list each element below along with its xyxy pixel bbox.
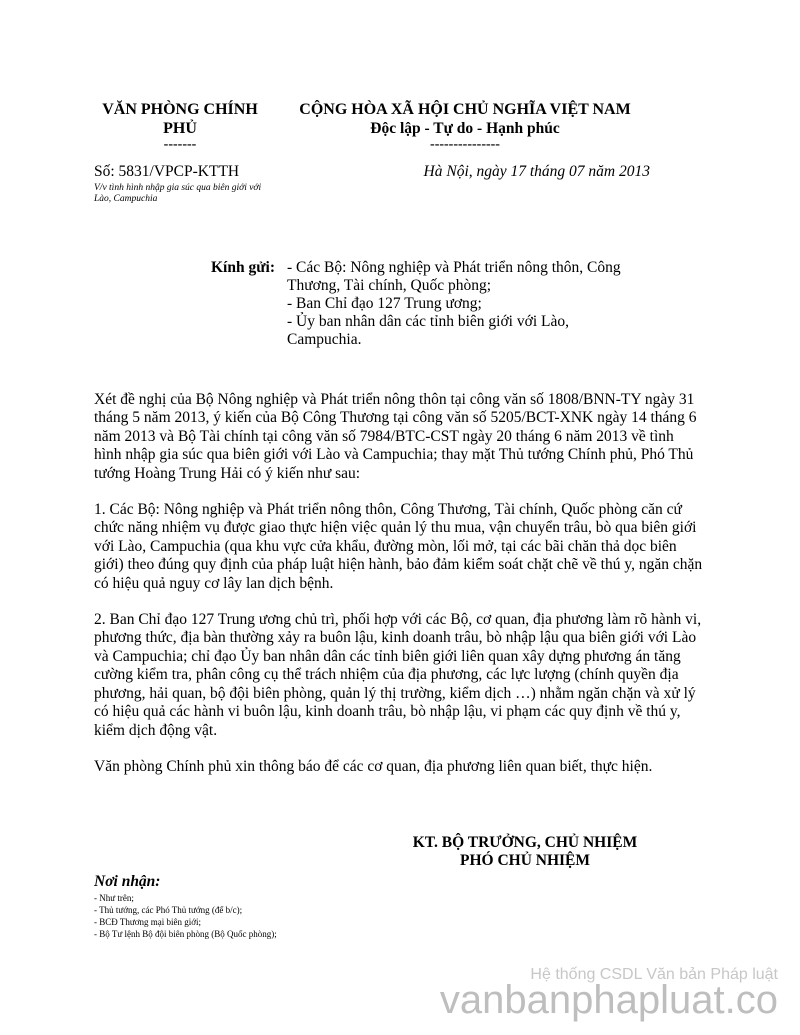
addressee-label: Kính gửi: <box>211 259 275 276</box>
motto-divider: --------------- <box>430 137 500 152</box>
country-name: CỘNG HÒA XÃ HỘI CHỦ NGHĨA VIỆT NAM <box>299 101 631 118</box>
recipients-list <box>94 892 414 940</box>
body-paragraph: 1. Các Bộ: Nông nghiệp và Phát triển nông thôn, Công Thương, Tài chính, Quốc phòng căn cứ chức năng nhiệm vụ được giao thực hiện việc quản lý thu mua, vận chuyển trâu, bò qua biên giới với Lào, Campuchia (qua khu vực cửa khẩu, đường mòn, lối mở, tại các bãi chăn thả dọc biên giới) theo đúng quy định của pháp luật hiện hành, bảo đảm kiểm soát chặt chẽ về thú y, ngăn chặn có hiệu quả nguy cơ lây lan dịch bệnh. <box>94 501 703 592</box>
body-paragraph: Xét đề nghị của Bộ Nông nghiệp và Phát triển nông thôn tại công văn số 1808/BNN-TY ngày 31 tháng 5 năm 2013, ý kiến của Bộ Công Thương tại công văn số 5205/BCT-XNK ngày 14 tháng 6 năm 2013 và Bộ Tài chính tại công văn số 7984/BTC-CST ngày 20 tháng 6 năm 2013 về tình hình nhập gia súc qua biên giới với Lào và Campuchia; thay mặt Thủ tướng Chính phủ, Phó Thủ tướng Hoàng Trung Hải có ý kiến như sau: <box>94 391 697 482</box>
document-body <box>94 391 704 794</box>
recipients-label: Nơi nhận: <box>94 873 161 890</box>
document-number: Số: 5831/VPCP-KTTH <box>94 163 240 180</box>
place-and-date: Hà Nội, ngày 17 tháng 07 năm 2013 <box>423 163 650 180</box>
signer-title: KT. BỘ TRƯỞNG, CHỦ NHIỆM <box>412 834 638 851</box>
recipient-item: - Bộ Tư lệnh Bộ đội biên phòng (Bộ Quốc phòng); <box>94 929 277 939</box>
recipient-item: - Như trên; <box>94 893 134 903</box>
addressee-item: - Ban Chỉ đạo 127 Trung ương; <box>287 295 482 312</box>
national-motto: Độc lập - Tự do - Hạnh phúc <box>370 120 560 137</box>
signer-subtitle: PHÓ CHỦ NHIỆM <box>459 852 591 869</box>
recipient-item: - Thủ tướng, các Phó Thủ tướng (để b/c); <box>94 905 243 915</box>
watermark-site: vanbanphapluat.co <box>439 978 778 1022</box>
body-paragraph: 2. Ban Chỉ đạo 127 Trung ương chủ trì, phối hợp với các Bộ, cơ quan, địa phương làm rõ hành vi, phương thức, địa bàn thường xảy ra buôn lậu, kinh doanh trâu, bò nhập lậu qua biên giới với Lào và Campuchia; chỉ đạo Ủy ban nhân dân các tỉnh biên giới liên quan xây dựng phương án tăng cường kiểm tra, phân công cụ thể trách nhiệm của địa phương, các lực lượng (chính quyền địa phương, hải quan, bộ đội biên phòng, quản lý thị trường, kiểm dịch …) nhằm ngăn chặn và xử lý có hiệu quả các hành vi buôn lậu, kinh doanh trâu, bò nhập lậu, vi phạm các quy định về thú y, kiểm dịch động vật. <box>94 611 702 739</box>
watermark-caption: Hệ thống CSDL Văn bản Pháp luật <box>530 966 778 983</box>
addressee-list <box>287 259 647 349</box>
issuing-agency: VĂN PHÒNG CHÍNH PHỦ <box>102 101 258 137</box>
recipient-item: - BCĐ Thương mại biên giới; <box>94 917 201 927</box>
document-subject: V/v tình hình nhập gia súc qua biên giới với Lào, Campuchia <box>94 183 262 204</box>
agency-divider: ------- <box>163 137 197 152</box>
addressee-item: - Ủy ban nhân dân các tỉnh biên giới với Lào, Campuchia. <box>287 313 569 348</box>
addressee-item: - Các Bộ: Nông nghiệp và Phát triển nông thôn, Công Thương, Tài chính, Quốc phòng; <box>287 259 621 294</box>
body-paragraph: Văn phòng Chính phủ xin thông báo để các cơ quan, địa phương liên quan biết, thực hiện. <box>94 757 653 775</box>
